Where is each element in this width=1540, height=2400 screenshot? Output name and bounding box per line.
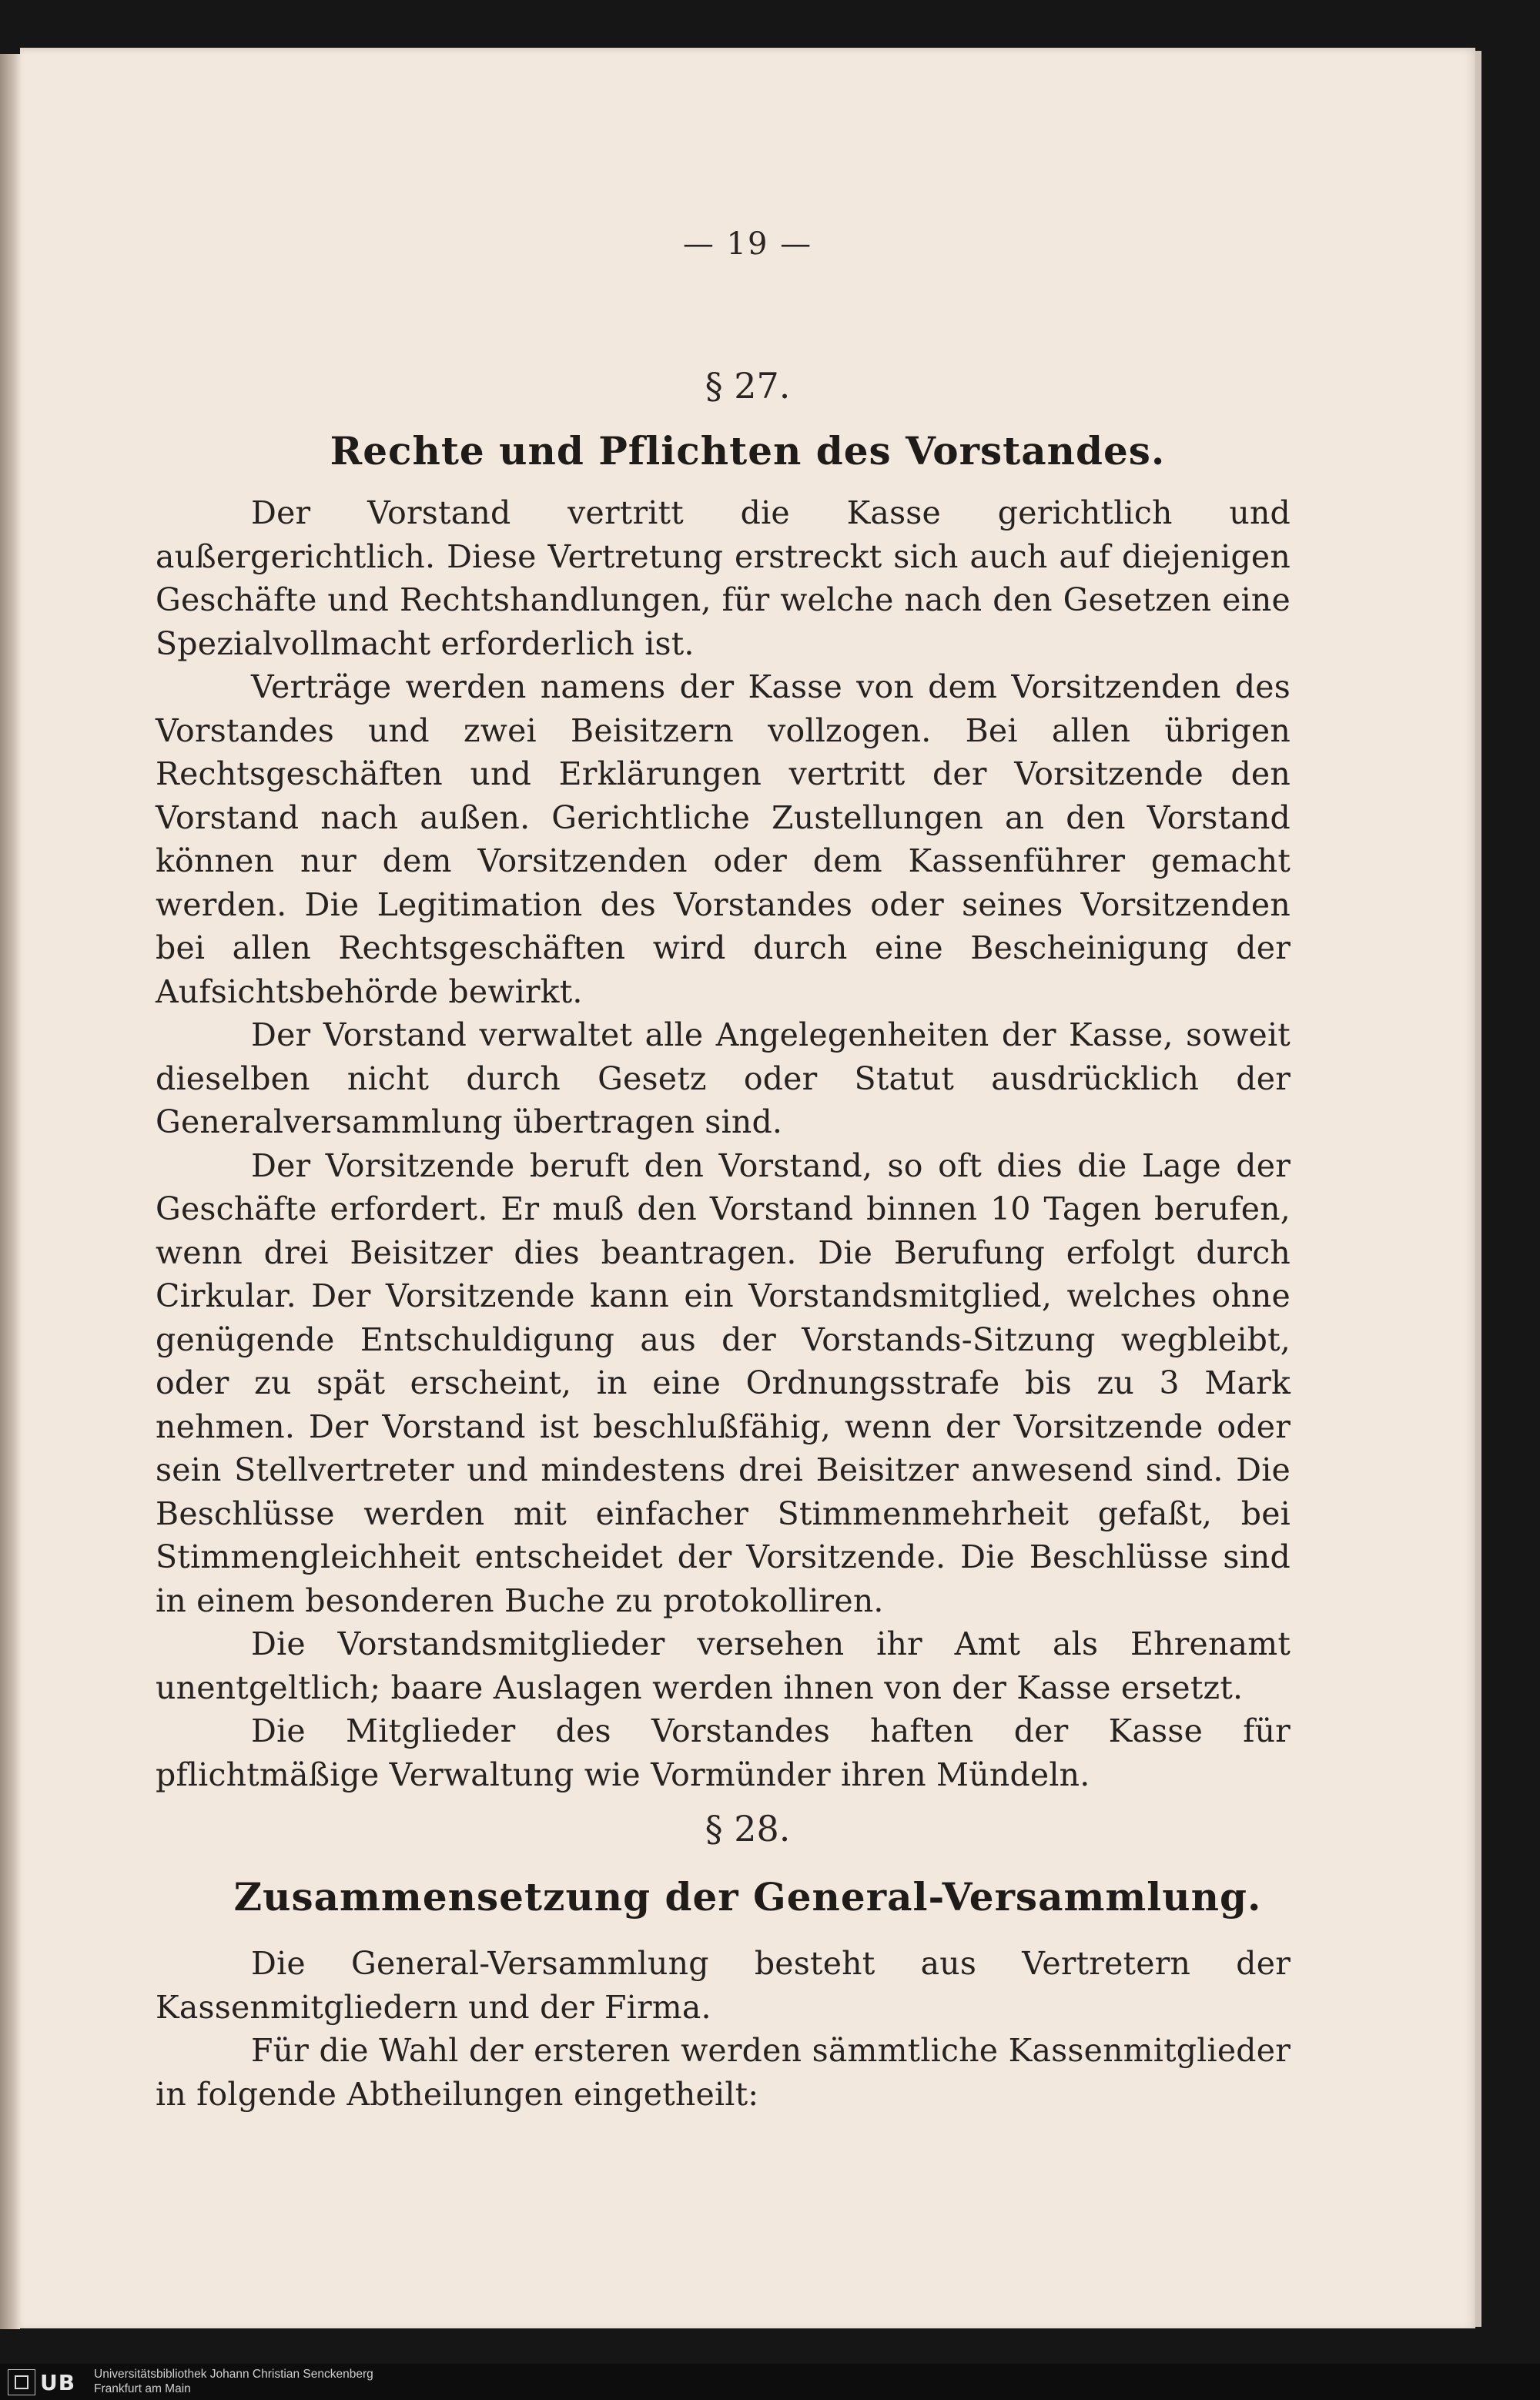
paragraph: Die Vorstandsmitglieder versehen ihr Amt als Ehrenamt unentgeltlich; baare Auslagen werden ihnen von der Kasse ersetzt. <box>156 1625 1291 1706</box>
paragraph: Für die Wahl der ersteren werden sämmtliche Kassenmitglieder in folgende Abtheilungen eingetheilt: <box>156 2032 1291 2113</box>
book-page <box>20 48 1475 2328</box>
logo-text: UB <box>40 2369 76 2395</box>
paragraph: Die General-Versammlung besteht aus Vertretern der Kassenmitgliedern und der Firma. <box>156 1945 1291 2026</box>
logo-square-icon <box>8 2369 35 2395</box>
paragraph: Die Mitglieder des Vorstandes haften der Kasse für pflichtmäßige Verwaltung wie Vormünder ihren Mündeln. <box>156 1712 1291 1793</box>
book-spine <box>0 54 20 2329</box>
paragraph: Der Vorsitzende beruft den Vorstand, so oft dies die Lage der Geschäfte erfordert. Er muß den Vorstand binnen 10 Tagen berufen, wenn drei Beisitzer dies beantragen. Die Berufung erfolgt durch Cirkular. Der Vorsitzende kann ein Vorstandsmitglied, welches ohne genügende Entschuldigung aus der Vorstands-Sitzung wegbleibt, oder zu spät erscheint, in eine Ordnungsstrafe bis zu 3 Mark nehmen. Der Vorstand ist beschlußfähig, wenn der Vorsitzende oder sein Stellvertreter und mindestens drei Beisitzer anwesend sind. Die Beschlüsse werden mit einfacher Stimmenmehrheit gefaßt, bei Stimmengleichheit entscheidet der Vorsitzende. Die Beschlüsse sind in einem besonderen Buche zu protokolliren. <box>156 1146 1291 1619</box>
paragraph: Der Vorstand verwaltet alle Angelegenheiten der Kasse, soweit dieselben nicht durch Gesetz oder Statut ausdrücklich der Generalversammlung übertragen sind. <box>156 1016 1291 1140</box>
section-28-title: Zusammensetzung der General-Versammlung. <box>233 1874 1262 1920</box>
footer-line-2: Frankfurt am Main <box>94 2382 191 2395</box>
page-number: — 19 — <box>682 226 813 262</box>
section-28-body <box>156 1942 1291 2116</box>
section-27-number: § 27. <box>705 365 791 407</box>
section-27-title: Rechte und Pflichten des Vorstandes. <box>330 428 1166 474</box>
footer-line-1: Universitätsbibliothek Johann Christian Senckenberg <box>94 2368 373 2381</box>
section-28-number: § 28. <box>705 1808 791 1849</box>
paragraph: Verträge werden namens der Kasse von dem Vorsitzenden des Vorstandes und zwei Beisitzern vollzogen. Bei allen übrigen Rechtsgeschäften und Erklärungen vertritt der Vorsitzende den Vorstand nach außen. Gerichtliche Zustellungen an den Vorstand können nur dem Vorsitzenden oder dem Kassenführer gemacht werden. Die Legitimation des Vorstandes oder seines Vorsitzenden bei allen Rechtsgeschäften wird durch eine Bescheinigung der Aufsichtsbehörde bewirkt. <box>156 668 1291 1010</box>
paragraph: Der Vorstand vertritt die Kasse gerichtlich und außergerichtlich. Diese Vertretung erstreckt sich auch auf diejenigen Geschäfte und Rechtshandlungen, für welche nach den Gesetzen eine Spezialvollmacht erforderlich ist. <box>156 494 1291 662</box>
library-logo <box>8 2368 88 2396</box>
page-edge <box>1475 51 1481 2327</box>
section-27-body <box>156 491 1291 1796</box>
footer-credit <box>94 2367 373 2396</box>
